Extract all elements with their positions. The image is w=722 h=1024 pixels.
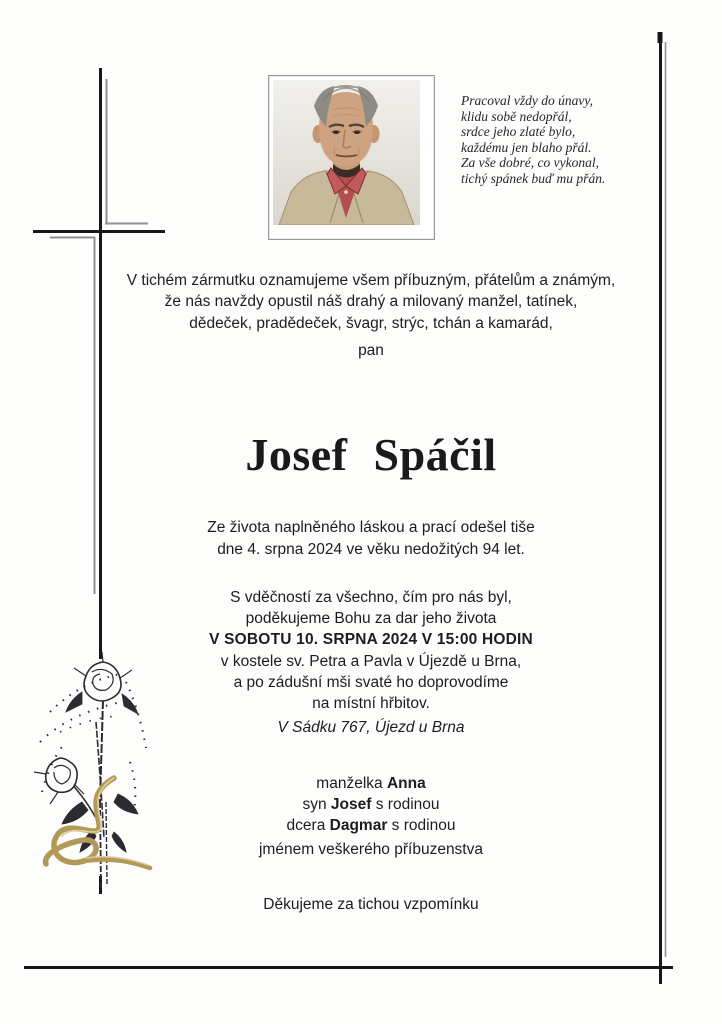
thanks-text: Děkujeme za tichou vzpomínku	[263, 896, 479, 913]
funeral-line: S vděčností za všechno, čím pro nás byl,	[230, 589, 512, 606]
family-name: Anna	[386, 775, 426, 792]
verse-line: klidu sobě nedopřál,	[461, 108, 572, 124]
life-line: dne 4. srpna 2024 ve věku nedožitých 94 let.	[217, 541, 525, 558]
announcement-line: V tichém zármutku oznamujeme všem příbuzným, přátelům a známým,	[126, 272, 616, 289]
family-name: Dagmar	[329, 817, 388, 834]
family-relation: manželka	[316, 775, 383, 792]
family-relation: syn	[302, 796, 327, 813]
funeral-details	[20, 587, 722, 714]
announcement-text	[20, 270, 722, 334]
family-list	[20, 773, 722, 836]
deceased-name: Josef Spáčil	[245, 429, 497, 480]
on-behalf-text: jménem veškerého příbuzenstva	[258, 841, 483, 858]
family-name: Josef	[330, 796, 372, 813]
life-statement	[20, 517, 722, 561]
salutation: pan	[358, 342, 384, 359]
verse-line: každému jen blaho přál.	[461, 139, 592, 155]
portrait-photo	[268, 75, 435, 240]
verse-line: Za vše dobré, co vykonal,	[461, 155, 599, 171]
funeral-datetime: V SOBOTU 10. SRPNA 2024 V 15:00 HODIN	[209, 631, 533, 649]
verse-line: srdce jeho zlaté bylo,	[461, 124, 576, 140]
announcement-line: že nás navždy opustil náš drahý a milovaný manžel, tatínek,	[164, 293, 578, 311]
funeral-line: v kostele sv. Petra a Pavla v Újezdě u Brna,	[220, 652, 522, 670]
family-suffix: s rodinou	[391, 817, 456, 834]
family-row	[20, 773, 722, 794]
portrait-illustration	[273, 80, 420, 225]
announcement-line: dědeček, pradědeček, švagr, strýc, tchán a kamarád,	[189, 314, 553, 332]
funeral-line: a po zádušní mši svaté ho doprovodíme	[233, 673, 509, 691]
home-address: V Sádku 767, Újezd u Brna	[277, 719, 465, 736]
memorial-cross-icon	[33, 68, 165, 894]
family-row	[20, 815, 722, 836]
verse-line: Pracoval vždy do únavy,	[461, 93, 593, 108]
family-relation: dcera	[286, 817, 326, 834]
family-suffix: s rodinou	[375, 796, 440, 813]
funeral-line: poděkujeme Bohu za dar jeho života	[245, 610, 497, 628]
memorial-verse	[461, 93, 671, 187]
family-row	[20, 794, 722, 815]
life-line: Ze života naplněného láskou a prací odešel tiše	[207, 519, 535, 536]
verse-line: tichý spánek buď mu přán.	[461, 170, 606, 186]
funeral-line: na místní hřbitov.	[312, 695, 430, 713]
